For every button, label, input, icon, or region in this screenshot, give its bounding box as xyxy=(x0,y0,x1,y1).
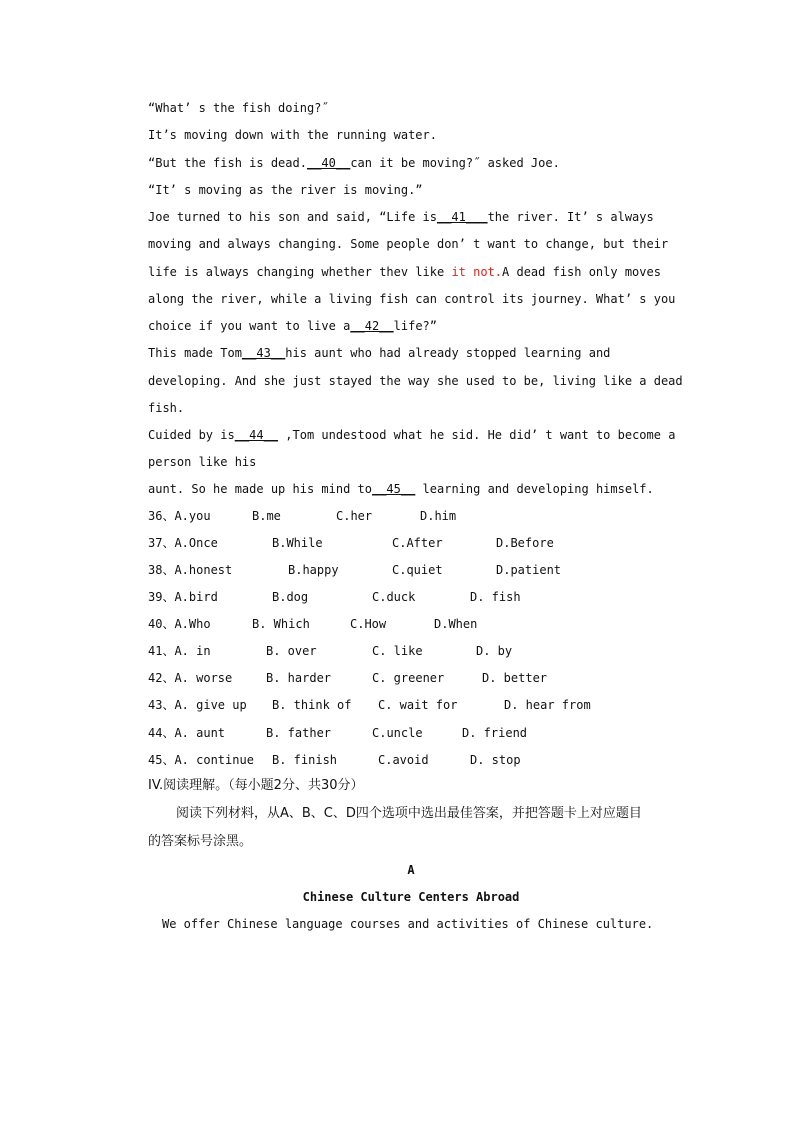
passage-line: person like his xyxy=(148,455,257,469)
highlighted-text: it not. xyxy=(451,265,503,279)
option-c: C. wait for xyxy=(378,698,458,712)
passage-text: his aunt who had already stopped learning and xyxy=(285,346,611,360)
blank-43: __43__ xyxy=(241,346,286,360)
option-d: D. by xyxy=(476,644,513,658)
option-b: B. over xyxy=(266,644,317,658)
option-d: D. friend xyxy=(462,726,528,740)
passage-title: Chinese Culture Centers Abroad xyxy=(302,890,520,904)
passage-letter: A xyxy=(407,863,415,877)
passage-text: Cuided by is xyxy=(148,428,235,442)
option-c: C.quiet xyxy=(392,563,443,577)
section-heading: IV.阅读理解。（每小题2分、共30分） xyxy=(148,778,364,793)
passage-line xyxy=(148,155,560,171)
option-b: B.me xyxy=(252,509,281,523)
option-b: B.While xyxy=(272,536,323,550)
option-b: B. think of xyxy=(272,698,352,712)
passage-text: choice if you want to live a xyxy=(148,319,351,333)
passage-line xyxy=(148,481,654,497)
passage-text: life?” xyxy=(393,319,438,333)
option-a: 45、A. continue xyxy=(148,753,254,767)
passage-text: This made Tom xyxy=(148,346,242,360)
blank-42: __42__ xyxy=(350,319,394,333)
option-c: C. greener xyxy=(372,671,445,685)
passage-line: “What’ s the fish doing?˝ xyxy=(148,101,329,115)
option-d: D.When xyxy=(434,617,478,631)
option-c: C.After xyxy=(392,536,443,550)
option-d: D.patient xyxy=(496,563,562,577)
instructions-line: 阅读下列材料，从A、B、C、D四个选项中选出最佳答案，并把答题卡上对应题目 xyxy=(176,806,642,821)
option-a: 43、A. give up xyxy=(148,698,247,712)
blank-41: __41___ xyxy=(436,210,488,224)
option-a: 36、A.you xyxy=(148,509,211,523)
passage-text: “But the fish is dead. xyxy=(148,156,307,170)
passage-line xyxy=(148,264,661,280)
option-b: B. father xyxy=(266,726,332,740)
blank-45: __45__ xyxy=(371,482,416,496)
passage-text: A dead fish only moves xyxy=(502,265,661,279)
option-c: C.duck xyxy=(372,590,416,604)
option-d: D.him xyxy=(420,509,457,523)
option-c: C.avoid xyxy=(378,753,429,767)
option-d: D. better xyxy=(482,671,548,685)
passage-line: It’s moving down with the running water. xyxy=(148,128,437,142)
blank-44: __44__ xyxy=(234,428,279,442)
option-c: C.uncle xyxy=(372,726,423,740)
option-d: D. fish xyxy=(470,590,521,604)
passage-text: learning and developing himself. xyxy=(415,482,654,496)
instructions-line: 的答案标号涂黑。 xyxy=(148,834,253,849)
option-a: 38、A.honest xyxy=(148,563,233,577)
option-a: 40、A.Who xyxy=(148,617,211,631)
option-a: 44、A. aunt xyxy=(148,726,226,740)
option-d: D. hear from xyxy=(504,698,591,712)
option-d: D.Before xyxy=(496,536,554,550)
option-b: B.happy xyxy=(288,563,339,577)
option-a: 39、A.bird xyxy=(148,590,218,604)
option-c: C.her xyxy=(336,509,373,523)
passage-text: aunt. So he made up his mind to xyxy=(148,482,372,496)
passage-intro: We offer Chinese language courses and activities of Chinese culture. xyxy=(162,917,654,931)
option-d: D. stop xyxy=(470,753,521,767)
option-b: B.dog xyxy=(272,590,309,604)
passage-text: Joe turned to his son and said, “Life is xyxy=(148,210,437,224)
passage-line: “It’ s moving as the river is moving.” xyxy=(148,183,423,197)
passage-text: can it be moving?˝ asked Joe. xyxy=(350,156,560,170)
option-c: C. like xyxy=(372,644,423,658)
option-a: 42、A. worse xyxy=(148,671,233,685)
passage-line xyxy=(148,345,610,361)
passage-line xyxy=(148,318,437,334)
passage-text: the river. It’ s always xyxy=(487,210,654,224)
option-a: 37、A.Once xyxy=(148,536,218,550)
option-a: 41、A. in xyxy=(148,644,211,658)
option-c: C.How xyxy=(350,617,387,631)
passage-line: fish. xyxy=(148,401,185,415)
passage-text: ,Tom undestood what he sid. He did’ t want to become a xyxy=(278,428,676,442)
passage-text: life is always changing whether thev like xyxy=(148,265,452,279)
passage-line xyxy=(148,427,675,443)
passage-line: moving and always changing. Some people don’ t want to change, but their xyxy=(148,237,669,251)
option-b: B. Which xyxy=(252,617,310,631)
passage-line: developing. And she just stayed the way she used to be, living like a dead xyxy=(148,374,683,388)
option-b: B. finish xyxy=(272,753,338,767)
passage-line xyxy=(148,209,654,225)
passage-line: along the river, while a living fish can control its journey. What’ s you xyxy=(148,292,676,306)
option-b: B. harder xyxy=(266,671,332,685)
blank-40: __40__ xyxy=(306,156,351,170)
